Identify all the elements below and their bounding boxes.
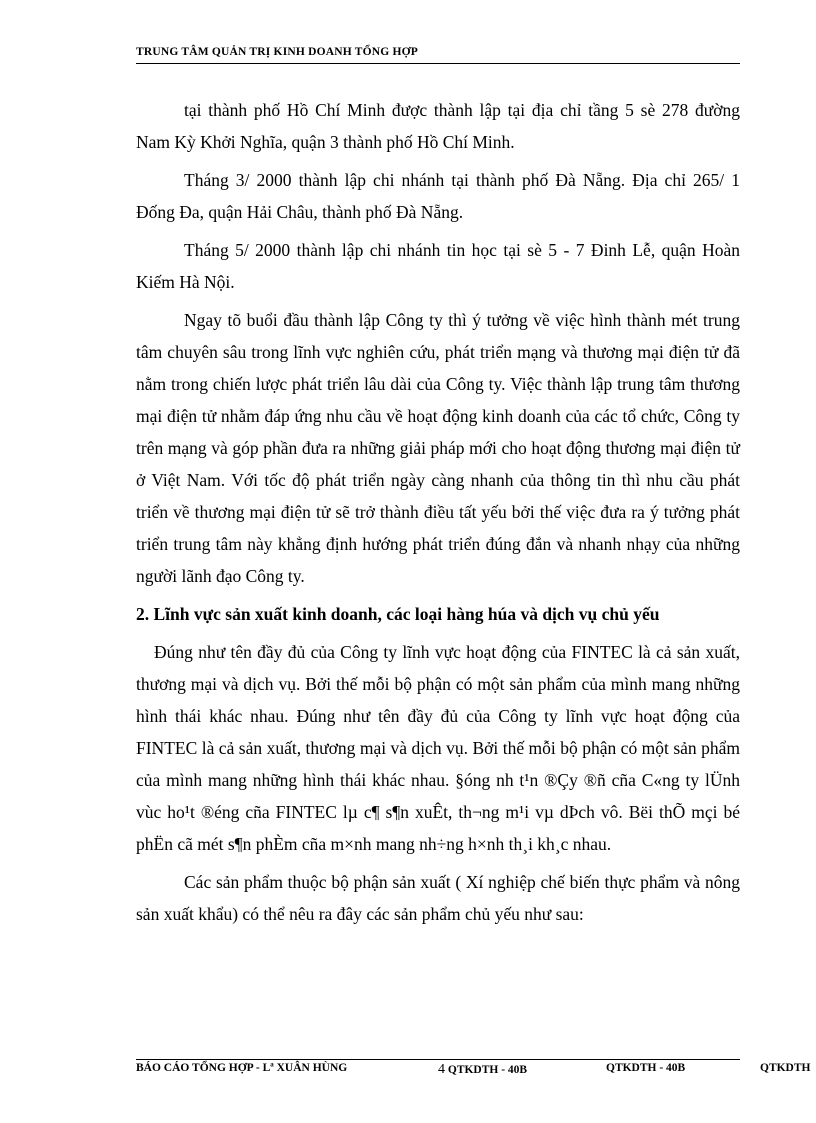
paragraph-branch-danang: Tháng 3/ 2000 thành lập chi nhánh tại thành phố Đà Nẵng. Địa chỉ 265/ 1 Đống Đa, quận Hải Châu, thành phố Đà Nẵng. xyxy=(136,170,740,222)
paragraph-products-intro: Các sản phẩm thuộc bộ phận sản xuất ( Xí nghiệp chế biến thực phẩm và nông sản xuất khẩu) có thể nêu ra đây các sản phẩm chủ yếu như sau: xyxy=(136,872,740,924)
paragraph-business-fields: Đúng như tên đầy đủ của Công ty lĩnh vực hoạt động của FINTEC là cả sản xuất, thương mại và dịch vụ. Bởi thế mỗi bộ phận có một sản phẩm của mình mang những hình thái khác nhau. Đúng như tên đầy đủ của Công ty lĩnh vực hoạt động của FINTEC là cả sản xuất, thương mại và dịch vụ. Bởi thế mỗi bộ phận có một sản phẩm của mình mang những hình thái khác nhau. §óng nh t¹n ®Çy ®ñ cña C«ng ty lÜnh vùc ho¹t ®éng cña FINTEC lµ c¶ s¶n xuÊt, th¬ng m¹i vµ dÞch vô. Bëi thÕ mçi bé phËn cã mét s¶n phÈm cña m×nh mang nh÷ng h×nh th¸i kh¸c nhau. xyxy=(136,642,740,854)
page-number: 4 xyxy=(438,1062,445,1077)
footer-code-1: QTKDTH - 40B xyxy=(447,1064,528,1076)
header-rule xyxy=(136,63,740,64)
section-heading: 2. Lĩnh vực sản xuất kinh doanh, các loại hàng húa và dịch vụ chủ yếu xyxy=(136,604,660,624)
paragraph-address-hcm: tại thành phố Hồ Chí Minh được thành lập tại địa chỉ tầng 5 sè 278 đường Nam Kỳ Khởi Nghĩa, quận 3 thành phố Hồ Chí Minh. xyxy=(136,100,740,152)
footer-code-3: QTKDTH xyxy=(760,1062,811,1074)
footer-page-block xyxy=(438,1062,527,1078)
footer-code-2: QTKDTH - 40B xyxy=(606,1062,686,1074)
paragraph-branch-hanoi: Tháng 5/ 2000 thành lập chi nhánh tin học tại sè 5 - 7 Đinh Lễ, quận Hoàn Kiếm Hà Nội. xyxy=(136,240,740,292)
paragraph-ecommerce-center: Ngay tõ buổi đầu thành lập Công ty thì ý tưởng về việc hình thành mét trung tâm chuyên sâu trong lĩnh vực nghiên cứu, phát triển mạng và thương mại điện tử đã nằm trong chiến lược phát triển lâu dài của Công ty. Việc thành lập trung tâm thương mại điện tử nhằm đáp ứng nhu cầu về hoạt động kinh doanh của các tổ chức, Công ty trên mạng và góp phần đưa ra những giải pháp mới cho hoạt động thương mại điện tử ở Việt Nam. Với tốc độ phát triển ngày càng nhanh của thông tin thì nhu cầu phát triển về thương mại điện tử sẽ trở thành điều tất yếu bởi thế việc đưa ra ý tưởng phát triển trung tâm này khẳng định hướng phát triển đúng đắn và nhanh nhạy của những người lãnh đạo Công ty. xyxy=(136,310,740,586)
document-body xyxy=(136,94,740,930)
page-header-title: TRUNG TÂM QUẢN TRỊ KINH DOANH TỔNG HỢP xyxy=(136,46,419,58)
footer-report-title: BÁO CÁO TỔNG HỢP - Lª XUÂN HÙNG xyxy=(136,1062,348,1074)
footer-rule xyxy=(136,1059,740,1060)
